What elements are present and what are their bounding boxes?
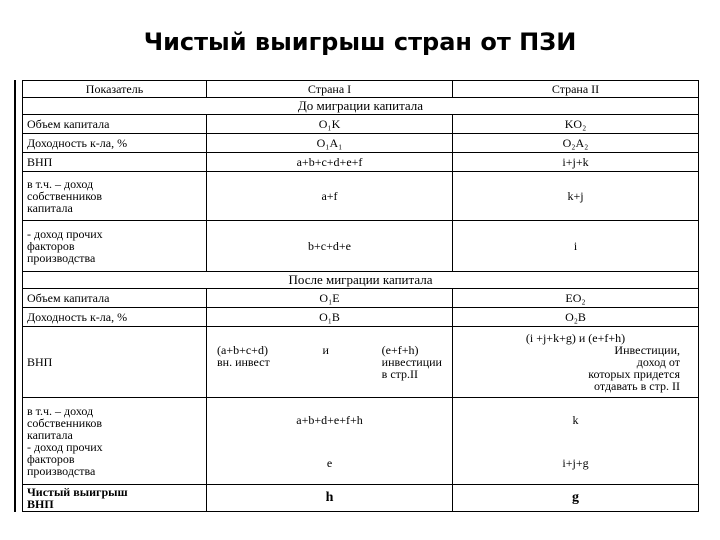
net-gain-row <box>23 485 699 512</box>
row-label-line: в т.ч. – доход <box>27 177 94 191</box>
cell-country-1 <box>207 398 453 485</box>
cell-country-2: i <box>453 221 699 272</box>
cell-country-1: b+c+d+e <box>207 221 453 272</box>
table-row <box>23 153 699 172</box>
section-after-label: После миграции капитала <box>23 272 699 289</box>
row-label <box>23 485 207 512</box>
gnp-note-line: которых придется <box>588 367 680 381</box>
income-other-factors: i+j+g <box>562 455 589 470</box>
cell-country-1: O₁K <box>207 115 453 134</box>
row-label <box>23 221 207 272</box>
gnp-part: (a+b+c+d) <box>217 343 268 357</box>
cell-country-1: a+b+c+d+e+f <box>207 153 453 172</box>
left-rule <box>14 80 16 512</box>
row-label-line: собственников <box>27 189 103 203</box>
income-other-factors: e <box>326 455 333 470</box>
cell-country-1 <box>207 327 453 398</box>
row-label: Объем капитала <box>23 115 207 134</box>
row-label <box>23 172 207 221</box>
cell-country-2: i+j+k <box>453 153 699 172</box>
row-label-line: факторов <box>27 452 75 466</box>
cell-country-2: O₂B <box>453 308 699 327</box>
table-row <box>23 289 699 308</box>
gnp-note-line: доход от <box>636 355 680 369</box>
table-row <box>23 398 699 485</box>
row-label: Объем капитала <box>23 289 207 308</box>
gnp-part: (e+f+h) <box>381 343 419 357</box>
comparison-table <box>22 80 699 512</box>
row-label-line: капитала <box>27 428 73 442</box>
gnp-conjunction: и <box>322 343 329 357</box>
row-label-line: в т.ч. – доход <box>27 404 94 418</box>
table-row <box>23 308 699 327</box>
cell-country-1: a+f <box>207 172 453 221</box>
cell-country-2: k+j <box>453 172 699 221</box>
row-label-line: Чистый выигрыш <box>27 485 128 499</box>
gnp-part-caption: вн. инвест <box>217 355 270 369</box>
row-label-line: собственников <box>27 416 103 430</box>
row-label-line: производства <box>27 464 96 478</box>
section-before-label: До миграции капитала <box>23 98 699 115</box>
cell-country-2 <box>453 327 699 398</box>
cell-country-2 <box>453 398 699 485</box>
row-label-line: факторов <box>27 239 75 253</box>
gnp-country-1-breakdown <box>211 344 448 380</box>
table-header-row <box>23 81 699 98</box>
gnp-note-line: отдавать в стр. II <box>594 379 680 393</box>
row-label <box>23 398 207 485</box>
gnp-country-2-breakdown <box>457 332 694 392</box>
cell-country-1: O₁B <box>207 308 453 327</box>
gnp-note-line: Инвестиции, <box>614 343 680 357</box>
income-capital-owners: a+b+d+e+f+h <box>296 412 363 427</box>
table-row <box>23 115 699 134</box>
table-row <box>23 327 699 398</box>
gnp-part-caption: в стр.II <box>381 367 419 381</box>
row-label-line: производства <box>27 251 96 265</box>
row-label: ВНП <box>23 327 207 398</box>
gnp-part-caption: инвестиции <box>381 355 442 369</box>
row-label: Доходность к-ла, % <box>23 308 207 327</box>
header-country-1: Страна I <box>207 81 453 98</box>
net-gain-country-2: g <box>453 485 699 512</box>
slide-title: Чистый выигрыш стран от ПЗИ <box>143 28 577 56</box>
row-label-line: - доход прочих <box>27 440 103 454</box>
table-row <box>23 221 699 272</box>
gnp-group-domestic <box>217 344 270 368</box>
row-label: Доходность к-ла, % <box>23 134 207 153</box>
row-label-line: - доход прочих <box>27 227 103 241</box>
section-after-row <box>23 272 699 289</box>
cell-country-2: O₂A₂ <box>453 134 699 153</box>
table-row <box>23 172 699 221</box>
row-label: ВНП <box>23 153 207 172</box>
row-label-line: ВНП <box>27 497 54 511</box>
section-before-row <box>23 98 699 115</box>
header-country-2: Страна II <box>453 81 699 98</box>
net-gain-country-1: h <box>207 485 453 512</box>
cell-country-2: EO₂ <box>453 289 699 308</box>
cell-country-1: O₁E <box>207 289 453 308</box>
gnp-group-abroad <box>382 344 442 380</box>
cell-country-2: KO₂ <box>453 115 699 134</box>
comparison-table-wrap <box>22 80 698 512</box>
row-label-line: капитала <box>27 201 73 215</box>
header-indicator: Показатель <box>23 81 207 98</box>
cell-country-1: O₁A₁ <box>207 134 453 153</box>
table-row <box>23 134 699 153</box>
gnp-formula: (i +j+k+g) и (e+f+h) <box>525 331 626 345</box>
income-capital-owners: k <box>572 412 579 427</box>
